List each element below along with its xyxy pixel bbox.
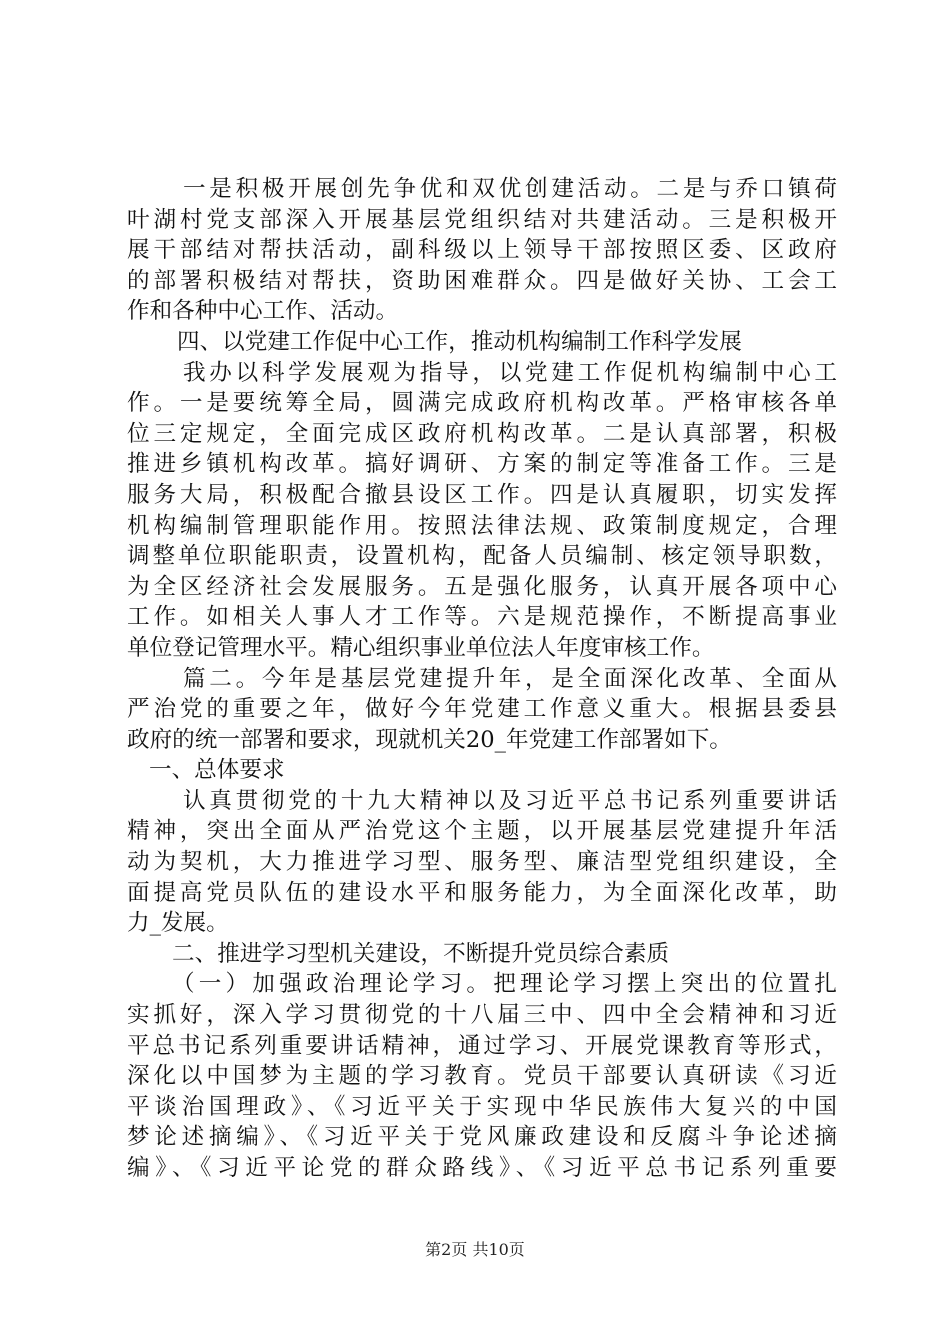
text-line: 政府的统一部署和要求，现就机关20_年党建工作部署如下。 bbox=[127, 726, 732, 753]
text-line: 严治党的重要之年，做好今年党建工作意义重大。根据县委县 bbox=[127, 696, 837, 723]
text-line: 认真贯彻党的十九大精神以及习近平总书记系列重要讲话 bbox=[183, 787, 837, 814]
text-line: 叶湖村党支部深入开展基层党组织结对共建活动。三是积极开 bbox=[127, 206, 837, 233]
text-line: 力_发展。 bbox=[127, 910, 229, 937]
text-line: 展干部结对帮扶活动，副科级以上领导干部按照区委、区政府 bbox=[127, 237, 837, 264]
text-line: 作和各种中心工作、活动。 bbox=[127, 298, 399, 325]
text-line: 篇二。今年是基层党建提升年，是全面深化改革、全面从 bbox=[183, 665, 837, 692]
document-body bbox=[127, 174, 837, 1184]
text-line: 单位登记管理水平。精心组织事业单位法人年度审核工作。 bbox=[127, 634, 715, 661]
section-heading: 二、推进学习型机关建设，不断提升党员综合素质 bbox=[172, 940, 670, 967]
text-line: 工作。如相关人事人才工作等。六是规范操作，不断提高事业 bbox=[127, 604, 837, 631]
text-line: 调整单位职能职责，设置机构，配备人员编制、核定领导职数， bbox=[127, 543, 837, 570]
section-heading: 一、总体要求 bbox=[149, 757, 285, 784]
text-line: 实抓好，深入学习贯彻党的十八届三中、四中全会精神和习近 bbox=[127, 1002, 837, 1029]
text-line: 深化以中国梦为主题的学习教育。党员干部要认真研读《习近 bbox=[127, 1063, 837, 1090]
text-line: 推进乡镇机构改革。搞好调研、方案的制定等准备工作。三是 bbox=[127, 451, 837, 478]
text-line: 精神，突出全面从严治党这个主题，以开展基层党建提升年活 bbox=[127, 818, 837, 845]
text-line: 一是积极开展创先争优和双优创建活动。二是与乔口镇荷 bbox=[183, 176, 837, 202]
section-heading: 四、以党建工作促中心工作，推动机构编制工作科学发展 bbox=[177, 328, 742, 355]
text-line: 服务大局，积极配合撤县设区工作。四是认真履职，切实发挥 bbox=[127, 481, 837, 508]
text-line: 动为契机，大力推进学习型、服务型、廉洁型党组织建设，全 bbox=[127, 849, 837, 876]
text-line: 梦论述摘编》、《习近平关于党风廉政建设和反腐斗争论述摘 bbox=[127, 1124, 837, 1151]
text-line: 平谈治国理政》、《习近平关于实现中华民族伟大复兴的中国 bbox=[127, 1093, 837, 1120]
text-line: 面提高党员队伍的建设水平和服务能力，为全面深化改革，助 bbox=[127, 879, 837, 906]
text-line: 为全区经济社会发展服务。五是强化服务，认真开展各项中心 bbox=[127, 573, 837, 600]
text-line: 的部署积极结对帮扶，资助困难群众。四是做好关协、工会工 bbox=[127, 267, 837, 294]
text-line: 我办以科学发展观为指导，以党建工作促机构编制中心工 bbox=[183, 359, 837, 386]
text-line: 位三定规定，全面完成区政府机构改革。二是认真部署，积极 bbox=[127, 420, 837, 447]
text-line: 机构编制管理职能作用。按照法律法规、政策制度规定，合理 bbox=[127, 512, 837, 539]
text-line: 编》、《习近平论党的群众路线》、《习近平总书记系列重要 bbox=[127, 1155, 837, 1181]
text-line: 平总书记系列重要讲话精神，通过学习、开展党课教育等形式， bbox=[127, 1032, 837, 1059]
page-number-footer: 第2页 共10页 bbox=[425, 1240, 525, 1259]
text-line: 作。一是要统筹全局，圆满完成政府机构改革。严格审核各单 bbox=[127, 390, 837, 417]
text-line: （一）加强政治理论学习。把理论学习摆上突出的位置扎 bbox=[172, 971, 837, 998]
